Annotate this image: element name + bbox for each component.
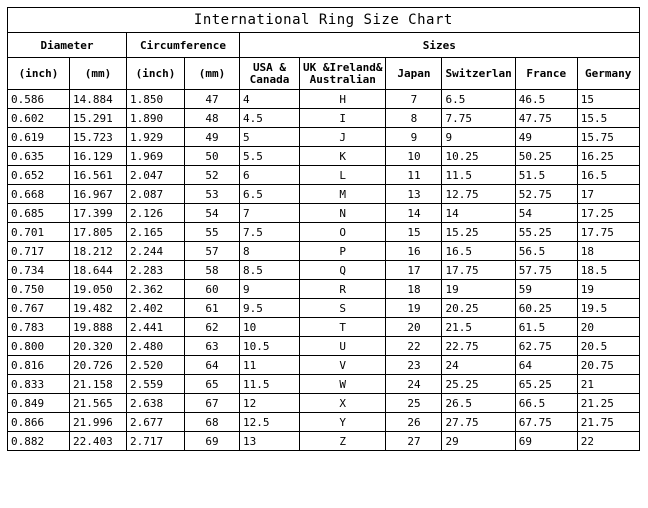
cell-uk-ireland-australian: L	[300, 166, 386, 185]
cell-switzerland: 27.75	[442, 413, 515, 432]
cell-diameter-mm: 20.726	[70, 356, 127, 375]
cell-japan: 26	[386, 413, 442, 432]
cell-diameter-inch: 0.849	[8, 394, 70, 413]
table-row	[8, 147, 640, 166]
table-row	[8, 432, 640, 451]
cell-germany: 16.25	[577, 147, 639, 166]
cell-circumference-mm: 61	[185, 299, 240, 318]
cell-circumference-inch: 2.559	[127, 375, 185, 394]
cell-diameter-mm: 17.805	[70, 223, 127, 242]
cell-switzerland: 16.5	[442, 242, 515, 261]
cell-uk-ireland-australian: P	[300, 242, 386, 261]
cell-usa-canada: 6	[240, 166, 300, 185]
cell-uk-ireland-australian: T	[300, 318, 386, 337]
cell-circumference-mm: 63	[185, 337, 240, 356]
cell-switzerland: 22.75	[442, 337, 515, 356]
cell-france: 56.5	[515, 242, 577, 261]
cell-japan: 15	[386, 223, 442, 242]
cell-switzerland: 14	[442, 204, 515, 223]
table-row	[8, 299, 640, 318]
cell-usa-canada: 9	[240, 280, 300, 299]
cell-circumference-inch: 2.126	[127, 204, 185, 223]
cell-diameter-inch: 0.816	[8, 356, 70, 375]
cell-switzerland: 29	[442, 432, 515, 451]
column-header-line1: (inch)	[135, 66, 176, 80]
cell-uk-ireland-australian: Y	[300, 413, 386, 432]
cell-uk-ireland-australian: O	[300, 223, 386, 242]
cell-switzerland: 20.25	[442, 299, 515, 318]
cell-japan: 10	[386, 147, 442, 166]
column-header-uk-ireland-australian	[300, 58, 386, 90]
cell-france: 60.25	[515, 299, 577, 318]
cell-uk-ireland-australian: Q	[300, 261, 386, 280]
cell-uk-ireland-australian: J	[300, 128, 386, 147]
cell-circumference-inch: 2.047	[127, 166, 185, 185]
cell-diameter-inch: 0.635	[8, 147, 70, 166]
cell-germany: 15.75	[577, 128, 639, 147]
cell-diameter-inch: 0.619	[8, 128, 70, 147]
cell-france: 50.25	[515, 147, 577, 166]
cell-switzerland: 19	[442, 280, 515, 299]
cell-japan: 20	[386, 318, 442, 337]
cell-diameter-inch: 0.586	[8, 90, 70, 109]
cell-japan: 24	[386, 375, 442, 394]
column-header-line2: Australian	[309, 72, 376, 86]
column-header-line2: Canada	[249, 72, 290, 86]
cell-circumference-inch: 2.638	[127, 394, 185, 413]
table-row	[8, 242, 640, 261]
cell-diameter-mm: 15.291	[70, 109, 127, 128]
cell-circumference-inch: 2.244	[127, 242, 185, 261]
cell-circumference-inch: 2.362	[127, 280, 185, 299]
cell-usa-canada: 7.5	[240, 223, 300, 242]
cell-germany: 19	[577, 280, 639, 299]
cell-usa-canada: 4.5	[240, 109, 300, 128]
cell-usa-canada: 5.5	[240, 147, 300, 166]
column-header-diameter-mm	[70, 58, 127, 90]
cell-circumference-mm: 62	[185, 318, 240, 337]
cell-japan: 22	[386, 337, 442, 356]
cell-japan: 14	[386, 204, 442, 223]
cell-diameter-mm: 21.158	[70, 375, 127, 394]
cell-france: 66.5	[515, 394, 577, 413]
cell-diameter-mm: 21.996	[70, 413, 127, 432]
cell-france: 55.25	[515, 223, 577, 242]
table-row	[8, 166, 640, 185]
table-row	[8, 413, 640, 432]
cell-france: 46.5	[515, 90, 577, 109]
cell-usa-canada: 10.5	[240, 337, 300, 356]
cell-switzerland: 21.5	[442, 318, 515, 337]
table-row	[8, 337, 640, 356]
column-header-line1: France	[526, 66, 567, 80]
cell-france: 69	[515, 432, 577, 451]
cell-diameter-inch: 0.750	[8, 280, 70, 299]
cell-circumference-mm: 67	[185, 394, 240, 413]
cell-diameter-mm: 19.482	[70, 299, 127, 318]
cell-japan: 9	[386, 128, 442, 147]
cell-germany: 20.75	[577, 356, 639, 375]
cell-uk-ireland-australian: R	[300, 280, 386, 299]
cell-japan: 16	[386, 242, 442, 261]
column-header-line1: Switzerlan	[445, 66, 512, 80]
cell-circumference-inch: 1.929	[127, 128, 185, 147]
cell-circumference-inch: 2.087	[127, 185, 185, 204]
cell-uk-ireland-australian: K	[300, 147, 386, 166]
cell-circumference-mm: 53	[185, 185, 240, 204]
cell-germany: 16.5	[577, 166, 639, 185]
cell-circumference-mm: 64	[185, 356, 240, 375]
cell-circumference-inch: 1.969	[127, 147, 185, 166]
cell-germany: 21.25	[577, 394, 639, 413]
cell-diameter-mm: 18.644	[70, 261, 127, 280]
cell-germany: 21	[577, 375, 639, 394]
cell-circumference-inch: 2.165	[127, 223, 185, 242]
cell-uk-ireland-australian: S	[300, 299, 386, 318]
column-header-switzerland	[442, 58, 515, 90]
cell-usa-canada: 13	[240, 432, 300, 451]
cell-france: 51.5	[515, 166, 577, 185]
cell-switzerland: 6.5	[442, 90, 515, 109]
cell-usa-canada: 9.5	[240, 299, 300, 318]
cell-france: 61.5	[515, 318, 577, 337]
cell-circumference-mm: 52	[185, 166, 240, 185]
column-header-line1: (inch)	[18, 66, 59, 80]
cell-france: 65.25	[515, 375, 577, 394]
cell-japan: 8	[386, 109, 442, 128]
cell-france: 47.75	[515, 109, 577, 128]
cell-diameter-inch: 0.833	[8, 375, 70, 394]
cell-japan: 19	[386, 299, 442, 318]
cell-circumference-inch: 2.480	[127, 337, 185, 356]
table-row	[8, 318, 640, 337]
cell-usa-canada: 6.5	[240, 185, 300, 204]
cell-switzerland: 25.25	[442, 375, 515, 394]
cell-germany: 19.5	[577, 299, 639, 318]
cell-france: 59	[515, 280, 577, 299]
cell-diameter-mm: 15.723	[70, 128, 127, 147]
cell-circumference-mm: 69	[185, 432, 240, 451]
column-header-circumference-inch	[127, 58, 185, 90]
column-header-france	[515, 58, 577, 90]
cell-japan: 11	[386, 166, 442, 185]
cell-uk-ireland-australian: V	[300, 356, 386, 375]
cell-switzerland: 15.25	[442, 223, 515, 242]
cell-circumference-inch: 2.441	[127, 318, 185, 337]
cell-uk-ireland-australian: H	[300, 90, 386, 109]
cell-diameter-inch: 0.800	[8, 337, 70, 356]
cell-germany: 20	[577, 318, 639, 337]
cell-switzerland: 11.5	[442, 166, 515, 185]
cell-japan: 17	[386, 261, 442, 280]
cell-japan: 25	[386, 394, 442, 413]
cell-germany: 18.5	[577, 261, 639, 280]
cell-circumference-mm: 57	[185, 242, 240, 261]
cell-france: 67.75	[515, 413, 577, 432]
cell-switzerland: 12.75	[442, 185, 515, 204]
cell-japan: 18	[386, 280, 442, 299]
cell-usa-canada: 7	[240, 204, 300, 223]
table-row	[8, 280, 640, 299]
cell-france: 52.75	[515, 185, 577, 204]
cell-circumference-mm: 60	[185, 280, 240, 299]
cell-usa-canada: 5	[240, 128, 300, 147]
cell-uk-ireland-australian: M	[300, 185, 386, 204]
cell-diameter-inch: 0.866	[8, 413, 70, 432]
table-row	[8, 223, 640, 242]
table-row	[8, 356, 640, 375]
cell-usa-canada: 8.5	[240, 261, 300, 280]
cell-diameter-mm: 16.561	[70, 166, 127, 185]
cell-usa-canada: 4	[240, 90, 300, 109]
column-header-line1: Japan	[397, 66, 431, 80]
group-diameter: Diameter	[8, 33, 127, 58]
cell-germany: 17	[577, 185, 639, 204]
cell-japan: 13	[386, 185, 442, 204]
cell-circumference-inch: 2.283	[127, 261, 185, 280]
cell-germany: 17.75	[577, 223, 639, 242]
cell-diameter-mm: 14.884	[70, 90, 127, 109]
cell-uk-ireland-australian: U	[300, 337, 386, 356]
cell-switzerland: 7.75	[442, 109, 515, 128]
column-header-usa-canada	[240, 58, 300, 90]
cell-circumference-mm: 58	[185, 261, 240, 280]
column-header-line1: UK &Ireland&	[303, 60, 383, 74]
cell-diameter-mm: 19.888	[70, 318, 127, 337]
column-header-line1: (mm)	[84, 66, 112, 80]
cell-uk-ireland-australian: X	[300, 394, 386, 413]
column-header-line1: (mm)	[198, 66, 226, 80]
cell-japan: 27	[386, 432, 442, 451]
cell-diameter-inch: 0.685	[8, 204, 70, 223]
cell-germany: 22	[577, 432, 639, 451]
cell-germany: 15.5	[577, 109, 639, 128]
cell-diameter-inch: 0.734	[8, 261, 70, 280]
cell-diameter-mm: 20.320	[70, 337, 127, 356]
table-row	[8, 90, 640, 109]
cell-diameter-mm: 18.212	[70, 242, 127, 261]
cell-circumference-inch: 2.677	[127, 413, 185, 432]
column-header-germany	[577, 58, 639, 90]
cell-diameter-mm: 19.050	[70, 280, 127, 299]
column-header-line1: Germany	[585, 66, 632, 80]
cell-circumference-mm: 49	[185, 128, 240, 147]
column-header-diameter-inch	[8, 58, 70, 90]
column-header-japan	[386, 58, 442, 90]
cell-diameter-mm: 22.403	[70, 432, 127, 451]
cell-france: 64	[515, 356, 577, 375]
cell-diameter-mm: 16.129	[70, 147, 127, 166]
cell-circumference-inch: 1.890	[127, 109, 185, 128]
cell-usa-canada: 11	[240, 356, 300, 375]
cell-circumference-inch: 2.520	[127, 356, 185, 375]
cell-circumference-mm: 68	[185, 413, 240, 432]
cell-circumference-inch: 1.850	[127, 90, 185, 109]
cell-diameter-inch: 0.882	[8, 432, 70, 451]
table-row	[8, 128, 640, 147]
table-row	[8, 394, 640, 413]
table-row	[8, 204, 640, 223]
group-sizes: Sizes	[240, 33, 640, 58]
cell-germany: 18	[577, 242, 639, 261]
cell-usa-canada: 10	[240, 318, 300, 337]
cell-diameter-inch: 0.668	[8, 185, 70, 204]
column-header-line1: USA &	[252, 60, 287, 74]
cell-switzerland: 24	[442, 356, 515, 375]
cell-diameter-inch: 0.767	[8, 299, 70, 318]
cell-france: 54	[515, 204, 577, 223]
cell-usa-canada: 11.5	[240, 375, 300, 394]
cell-circumference-mm: 50	[185, 147, 240, 166]
cell-diameter-inch: 0.652	[8, 166, 70, 185]
cell-usa-canada: 8	[240, 242, 300, 261]
cell-diameter-inch: 0.783	[8, 318, 70, 337]
cell-germany: 21.75	[577, 413, 639, 432]
cell-diameter-mm: 21.565	[70, 394, 127, 413]
cell-france: 49	[515, 128, 577, 147]
cell-uk-ireland-australian: N	[300, 204, 386, 223]
cell-germany: 15	[577, 90, 639, 109]
table-body	[8, 90, 640, 451]
cell-diameter-inch: 0.602	[8, 109, 70, 128]
cell-japan: 23	[386, 356, 442, 375]
cell-circumference-inch: 2.402	[127, 299, 185, 318]
cell-switzerland: 9	[442, 128, 515, 147]
cell-usa-canada: 12	[240, 394, 300, 413]
ring-size-table	[7, 7, 640, 451]
cell-diameter-mm: 16.967	[70, 185, 127, 204]
table-row	[8, 185, 640, 204]
cell-circumference-mm: 47	[185, 90, 240, 109]
cell-circumference-mm: 54	[185, 204, 240, 223]
table-row	[8, 375, 640, 394]
cell-uk-ireland-australian: Z	[300, 432, 386, 451]
cell-diameter-inch: 0.717	[8, 242, 70, 261]
column-header-circumference-mm	[185, 58, 240, 90]
cell-circumference-inch: 2.717	[127, 432, 185, 451]
cell-switzerland: 17.75	[442, 261, 515, 280]
cell-diameter-mm: 17.399	[70, 204, 127, 223]
cell-uk-ireland-australian: W	[300, 375, 386, 394]
cell-japan: 7	[386, 90, 442, 109]
cell-switzerland: 10.25	[442, 147, 515, 166]
cell-switzerland: 26.5	[442, 394, 515, 413]
cell-diameter-inch: 0.701	[8, 223, 70, 242]
group-circumference: Circumference	[127, 33, 240, 58]
cell-circumference-mm: 65	[185, 375, 240, 394]
chart-title: International Ring Size Chart	[8, 8, 640, 33]
cell-usa-canada: 12.5	[240, 413, 300, 432]
column-header-row	[8, 58, 640, 90]
cell-circumference-mm: 48	[185, 109, 240, 128]
cell-circumference-mm: 55	[185, 223, 240, 242]
cell-france: 62.75	[515, 337, 577, 356]
table-row	[8, 109, 640, 128]
cell-germany: 17.25	[577, 204, 639, 223]
table-row	[8, 261, 640, 280]
cell-germany: 20.5	[577, 337, 639, 356]
cell-uk-ireland-australian: I	[300, 109, 386, 128]
cell-france: 57.75	[515, 261, 577, 280]
